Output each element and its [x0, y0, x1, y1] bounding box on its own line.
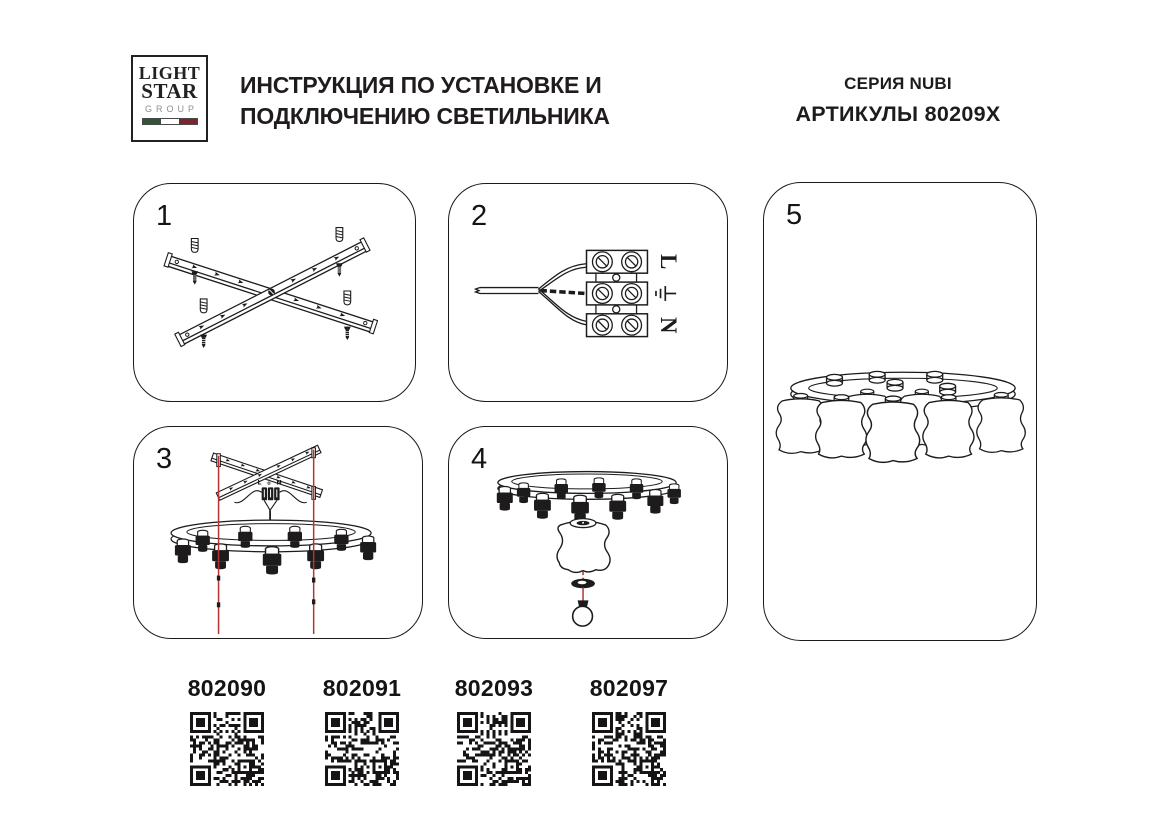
assembled-chandelier-diagram — [764, 183, 1036, 640]
step-panel-2 — [448, 183, 728, 402]
title-line-2: ПОДКЛЮЧЕНИЮ СВЕТИЛЬНИКА — [240, 103, 610, 129]
page-title — [240, 70, 610, 132]
lightstar-logo — [131, 55, 208, 142]
logo-group-text: GROUP — [144, 104, 198, 114]
qr-code-icon — [457, 712, 531, 786]
qr-code-icon — [190, 712, 264, 786]
step-panel-1 — [133, 183, 416, 402]
article-column — [167, 674, 287, 786]
title-line-1: ИНСТРУКЦИЯ ПО УСТАНОВКЕ И — [240, 72, 602, 98]
step-number: 1 — [156, 200, 173, 232]
qr-code-icon — [592, 712, 666, 786]
wiring-label-neutral: N — [656, 316, 682, 334]
wiring-label-live: L — [656, 254, 682, 270]
terminal-block-wiring-diagram — [449, 184, 727, 401]
article-column — [569, 674, 689, 786]
shade-and-bulb-assembly-diagram — [449, 427, 727, 638]
article-column — [434, 674, 554, 786]
italian-flag-stripe-icon — [142, 118, 198, 125]
logo-star-text: STAR — [141, 79, 198, 103]
series-block — [765, 74, 1031, 127]
qr-code-icon — [325, 712, 399, 786]
step-number: 3 — [156, 443, 173, 475]
crossed-mounting-rails-diagram — [134, 184, 415, 401]
step-panel-5 — [763, 182, 1037, 641]
logo-light-text: LIGHT — [138, 63, 201, 83]
article-number: 802093 — [454, 675, 534, 701]
earth-ground-icon — [656, 286, 676, 301]
step-panel-3 — [133, 426, 423, 639]
base-hung-on-rails-diagram — [134, 427, 422, 638]
step-number: 5 — [786, 199, 803, 231]
article-number: 802097 — [589, 675, 669, 701]
step-number: 4 — [471, 443, 488, 475]
step-panel-4 — [448, 426, 728, 639]
step-number: 2 — [471, 200, 488, 232]
article-number: 802090 — [187, 675, 267, 701]
article-column — [302, 674, 422, 786]
wiring-mini-label: L ⏚ N — [257, 478, 283, 487]
article-number: 802091 — [322, 675, 402, 701]
article-series-title: АРТИКУЛЫ 80209X — [795, 102, 1001, 126]
series-title: СЕРИЯ NUBI — [844, 74, 952, 93]
